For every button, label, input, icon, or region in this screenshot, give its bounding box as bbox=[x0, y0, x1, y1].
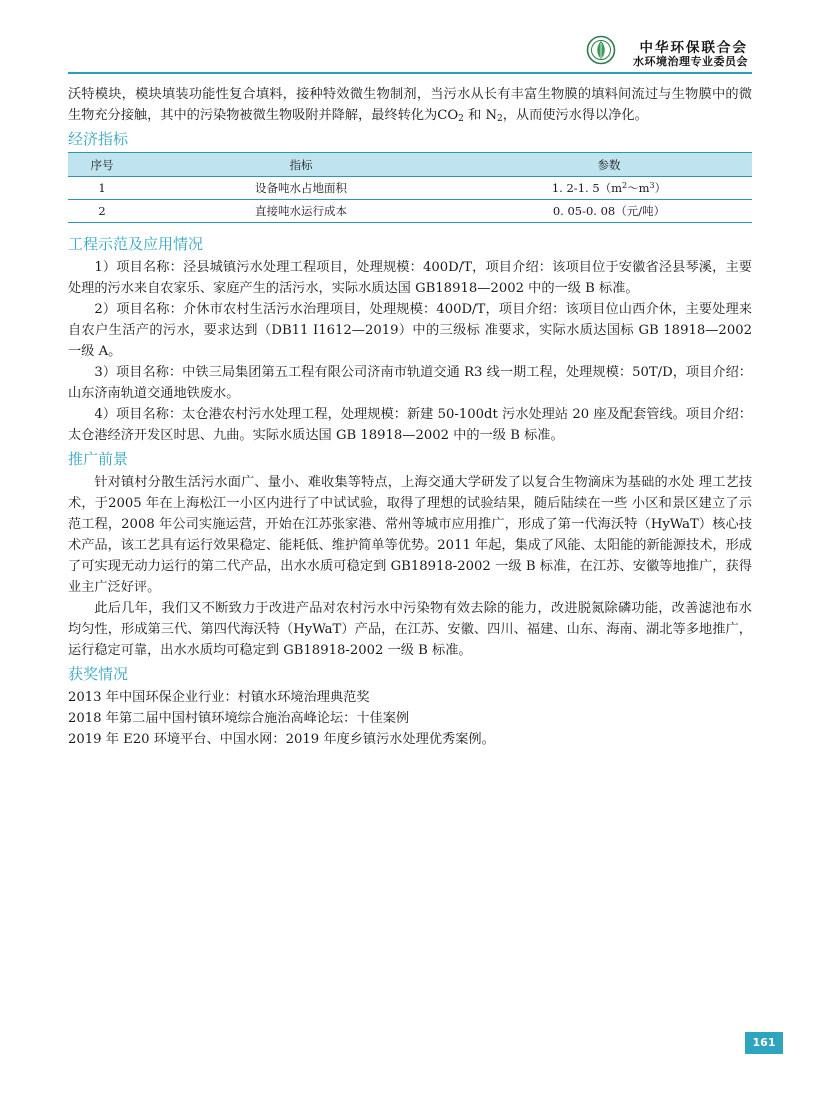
awards-heading: 获奖情况 bbox=[68, 665, 129, 683]
table-cell-param: 1. 2-1. $5(m^2\sim m^3)$ bbox=[466, 177, 752, 200]
table-cell-name: 设备吨水占地面积 bbox=[136, 177, 466, 200]
page-header bbox=[68, 34, 752, 74]
project-item: 2）项目名称：介休市农村生活污水治理项目，处理规模：400D/T，项目介绍：该项目位山西介休，主要处理来自农户生活产的污水，要求达到（DB11 I1612—2019）中的三级标 准要求，实际水质达国标 GB 18918—2002 一级 A。 bbox=[68, 302, 752, 359]
table-cell-name: 直接吨水运行成本 bbox=[136, 200, 466, 223]
award-item: 2018 年第二届中国村镇环境综合施治高峰论坛：十佳案例 bbox=[68, 711, 410, 726]
economic-table bbox=[68, 152, 752, 223]
economic-heading: 经济指标 bbox=[68, 130, 129, 148]
page-content bbox=[68, 84, 752, 750]
prospects-paragraph: 此后几年，我们又不断致力于改进产品对农村污水中污染物有效去除的能力，改进脱氮除磷功能，改善滤池布水均匀性，形成第三代、第四代海沃特（HyWaT）产品，在江苏、安徽、四川、福建、山东、海南、湖北等多地推广，运行稳定可靠，出水水质均可稳定到 GB18918-2002 一级 B 标准。 bbox=[68, 601, 752, 658]
page-number: 161 bbox=[745, 1032, 783, 1054]
award-item: 2013 年中国环保企业行业：村镇水环境治理典范奖 bbox=[68, 690, 370, 705]
projects-heading: 工程示范及应用情况 bbox=[68, 235, 204, 253]
table-header-cell: 指标 bbox=[136, 153, 466, 177]
org-subtitle: 水环境治理专业委员会 bbox=[633, 55, 748, 68]
table-row bbox=[68, 200, 752, 223]
prospects-heading: 推广前景 bbox=[68, 450, 129, 468]
table-cell-no: 1 bbox=[68, 177, 136, 200]
table-header-cell: 参数 bbox=[466, 153, 752, 177]
award-item: 2019 年 E20 环境平台、中国水网：2019 年度乡镇污水处理优秀案例。 bbox=[68, 732, 495, 747]
table-header-cell: 序号 bbox=[68, 153, 136, 177]
table-cell-param: 0. 05-0. 08（元/吨） bbox=[466, 200, 752, 223]
project-item: 1）项目名称：泾县城镇污水处理工程项目，处理规模：400D/T，项目介绍：该项目位于安徽省泾县琴溪，主要处理的污水来自农家乐、家庭产生的活污水，实际水质达国 GB18918—2002 中的一级 B 标准。 bbox=[68, 260, 752, 296]
project-item: 4）项目名称：太仓港农村污水处理工程，处理规模：新建 50-100dt 污水处理站 20 座及配套管线。项目介绍：太仓港经济开发区时思、九曲。实际水质达国 GB 18918—2002 中的一级 B 标准。 bbox=[68, 407, 752, 443]
intro-paragraph: 沃特模块，模块填装功能性复合填料，接种特效微生物制剂，当污水从长有丰富生物膜的填料间流过与生物膜中的微生物充分接触，其中的污染物被微生物吸附并降解，最终转化为$CO_2$ 和 $N_2$，从而使污水得以净化。 bbox=[68, 87, 752, 124]
table-row bbox=[68, 177, 752, 200]
prospects-paragraph: 针对镇村分散生活污水面广、量小、难收集等特点，上海交通大学研发了以复合生物滴床为基础的水处 理工艺技术，于2005 年在上海松江一小区内进行了中试试验，取得了理想的试验结果，随后陆续在一些 小区和景区建立了示范工程，2008 年公司实施运营，开始在江苏张家港、常州等城市应用推广，形成了第一代海沃特（HyWaT）核心技术产品，该工艺具有运行效果稳定、能耗低、维护简单等优势。2011 年起，集成了风能、太阳能的新能源技术，形成了可实现无动力运行的第二代产品，出水水质可稳定到 GB18918-2002 一级 B 标准，在江苏、安徽等地推广，获得业主广泛好评。 bbox=[68, 475, 752, 595]
table-cell-no: 2 bbox=[68, 200, 136, 223]
table-header-row bbox=[68, 153, 752, 177]
org-logo-icon bbox=[586, 35, 616, 65]
org-name: 中华环保联合会 bbox=[639, 40, 748, 56]
project-item: 3）项目名称：中铁三局集团第五工程有限公司济南市轨道交通 R3 线一期工程，处理规模：50T/D，项目介绍：山东济南轨道交通地铁废水。 bbox=[68, 365, 752, 401]
